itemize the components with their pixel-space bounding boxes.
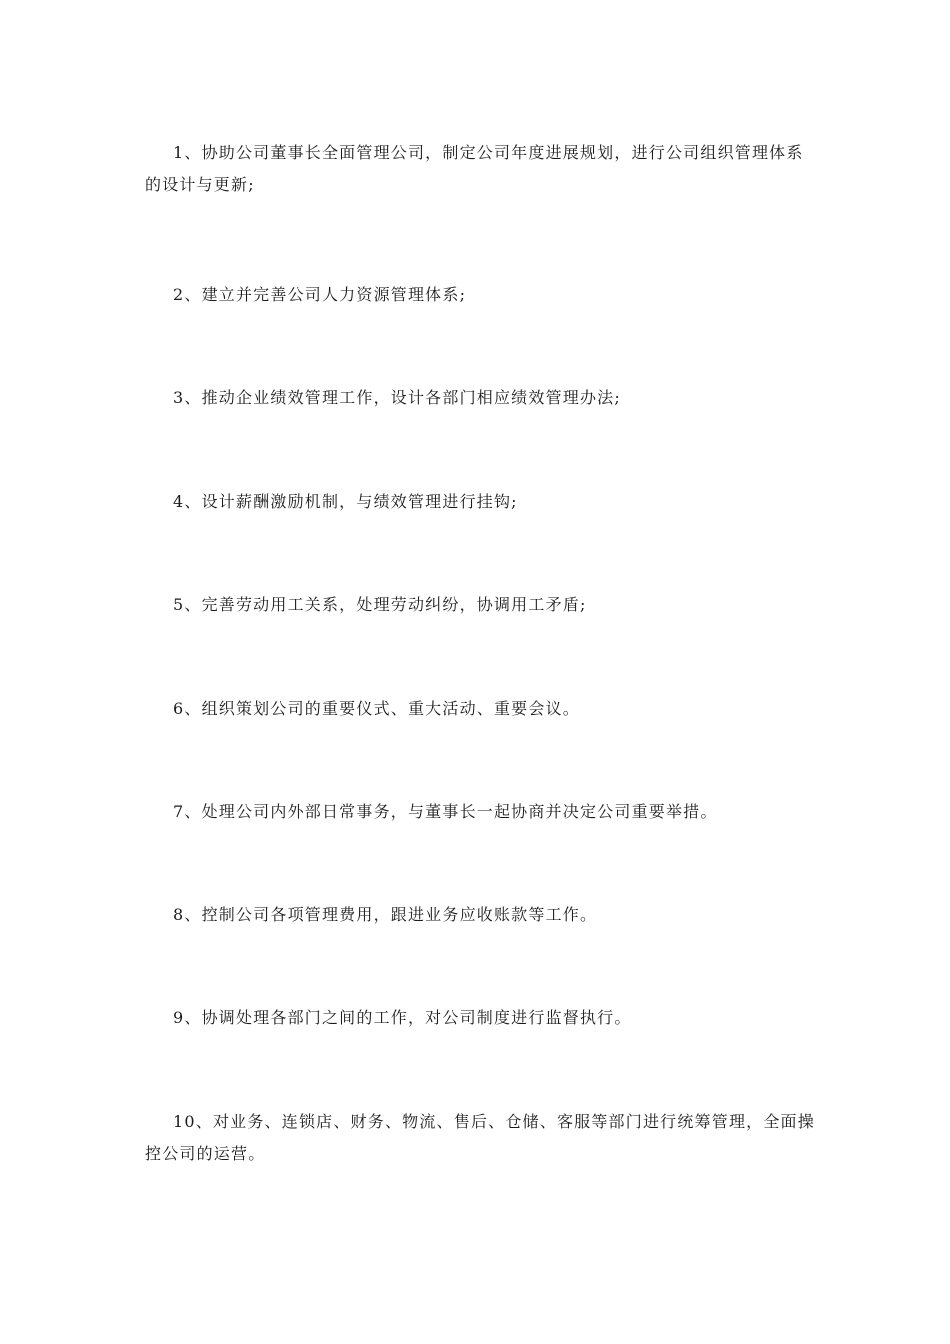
list-item: 8、控制公司各项管理费用，跟进业务应收账款等工作。 [173,905,598,924]
list-item: 9、协调处理各部门之间的工作，对公司制度进行监督执行。 [173,1008,632,1027]
list-item: 10、对业务、连锁店、财务、物流、售后、仓储、客服等部门进行统筹管理，全面操控公司的运营。 [145,1112,815,1163]
list-item: 7、处理公司内外部日常事务，与董事长一起协商并决定公司重要举措。 [173,802,718,821]
list-item: 5、完善劳动用工关系，处理劳动纠纷，协调用工矛盾; [173,595,587,614]
list-item: 2、建立并完善公司人力资源管理体系; [173,285,467,304]
list-item: 4、设计薪酬激励机制，与绩效管理进行挂钩; [173,492,518,511]
list-item: 3、推动企业绩效管理工作，设计各部门相应绩效管理办法; [173,388,621,407]
list-item: 1、协助公司董事长全面管理公司，制定公司年度进展规划，进行公司组织管理体系的设计与更新; [145,143,804,194]
list-item: 6、组织策划公司的重要仪式、重大活动、重要会议。 [173,699,580,718]
